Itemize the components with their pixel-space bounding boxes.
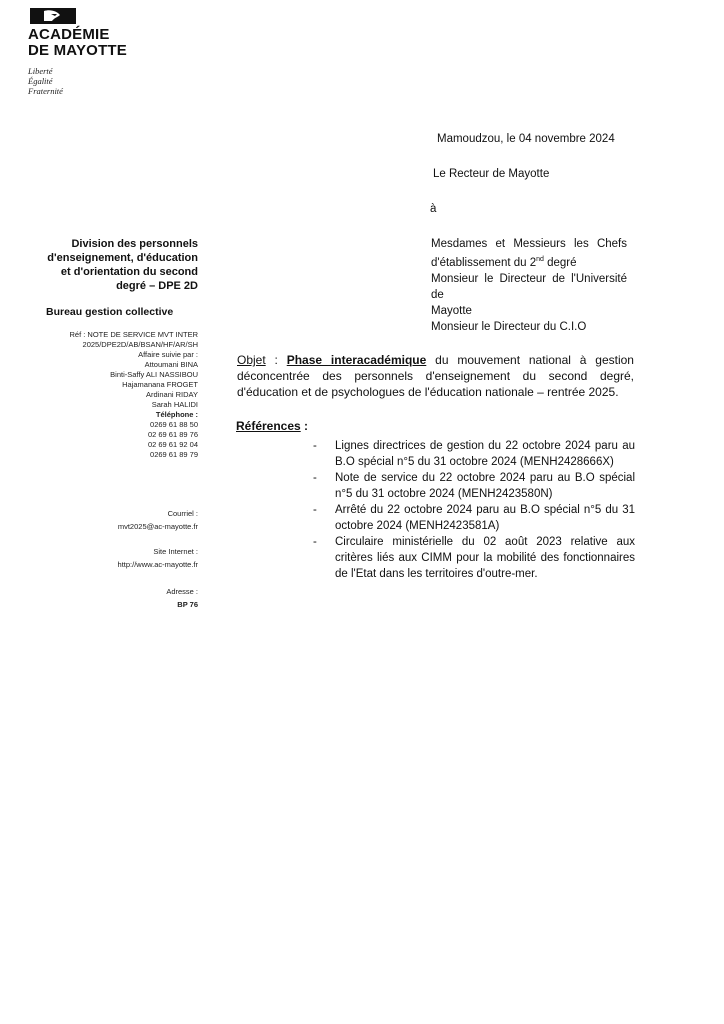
recipient-line-4: Mayotte: [431, 304, 472, 317]
phone-number: 0269 61 89 79: [150, 450, 198, 459]
reference-item: - Note de service du 22 octobre 2024 paru au B.O spécial n°5 du 31 octobre 2024 (MENH2423580N): [313, 472, 635, 500]
academie-name-line1: ACADÉMIE: [28, 26, 110, 43]
phone-number: 0269 61 88 50: [150, 420, 198, 429]
courriel-block: [40, 509, 198, 532]
agent-name: Binti-Saffy ALI NASSIBOU: [110, 370, 198, 379]
courriel-link[interactable]: mvt2025@ac-mayotte.fr: [117, 522, 198, 531]
agent-name: Ardinani RIDAY: [146, 390, 198, 399]
phone-number: 02 69 61 89 76: [147, 430, 198, 439]
ref-line-2: 2025/DPE2D/AB/BSAN/HF/AR/SH: [82, 340, 198, 349]
references-list: [313, 438, 635, 582]
adresse-label: Adresse :: [166, 587, 198, 596]
reference-block: [40, 330, 198, 460]
site-link[interactable]: http://www.ac-mayotte.fr: [117, 560, 198, 569]
objet-text: du mouvement national à gestion déconcentrée des personnels d'enseignement du second degré, d'éducation et de psychologues de l'éducation nationale – rentrée 2025.: [237, 353, 634, 399]
recipient-line-3: Monsieur le Directeur de l'Université de: [431, 272, 627, 301]
recipient-line-1: Mesdames et Messieurs les Chefs: [431, 238, 627, 250]
adresse-value: BP 76: [177, 600, 198, 609]
site-block: [40, 547, 198, 570]
reference-item: - Arrêté du 22 octobre 2024 paru au B.O spécial n°5 du 31 octobre 2024 (MENH2423581A): [313, 504, 635, 532]
place-date: Mamoudzou, le 04 novembre 2024: [437, 133, 615, 145]
site-label: Site Internet :: [153, 547, 198, 556]
agent-name: Hajamanana FROGET: [122, 380, 198, 389]
affaire-label: Affaire suivie par :: [138, 350, 198, 359]
reference-item: - Circulaire ministérielle du 02 août 2023 relative aux critères liés aux CIMM pour la mobilité des fonctionnaires de l'Etat dans les territoires d'outre-mer.: [313, 536, 635, 580]
motto-egalite: Égalité: [28, 76, 53, 86]
objet-paragraph: Objet : Phase interacadémique du mouvement national à gestion déconcentrée des personnels d'enseignement du second degré, d'éducation et de psychologues de l'éducation nationale – rentrée 2025.: [237, 353, 634, 399]
agent-name: Sarah HALIDI: [151, 400, 198, 409]
phone-number: 02 69 61 92 04: [147, 440, 198, 449]
motto-fraternite: Fraternité: [28, 86, 63, 96]
to-word: à: [430, 203, 437, 215]
motto-liberte: Liberté: [28, 66, 53, 76]
ref-line-1: Réf : NOTE DE SERVICE MVT INTER: [69, 330, 198, 339]
references-title: Références :: [236, 419, 309, 433]
agent-name: Attoumani BINA: [144, 360, 198, 369]
reference-item: - Lignes directrices de gestion du 22 octobre 2024 paru au B.O spécial n°5 du 31 octobre 2024 (MENH2428666X): [313, 440, 635, 468]
academie-name-line2: DE MAYOTTE: [28, 42, 127, 59]
courriel-label: Courriel :: [167, 509, 198, 518]
recipient-line-2: d'établissement du 2nd degré: [431, 256, 577, 269]
bureau-title: Bureau gestion collective: [46, 306, 174, 318]
objet-label: Objet: [237, 353, 266, 367]
academie-name: [28, 27, 127, 59]
republic-motto: [28, 66, 63, 96]
adresse-block: [40, 587, 198, 610]
division-title: Division des personnels d'enseignement, d'éducation et d'orientation du second degré – DPE 2D: [47, 238, 198, 292]
objet-highlight: Phase interacadémique: [286, 353, 427, 367]
recipients-block: [431, 236, 627, 335]
recipient-line-5: Monsieur le Directeur du C.I.O: [431, 320, 587, 333]
telephone-label: Téléphone :: [155, 410, 198, 419]
sender: Le Recteur de Mayotte: [433, 168, 550, 180]
marianne-logo-icon: [30, 8, 76, 24]
